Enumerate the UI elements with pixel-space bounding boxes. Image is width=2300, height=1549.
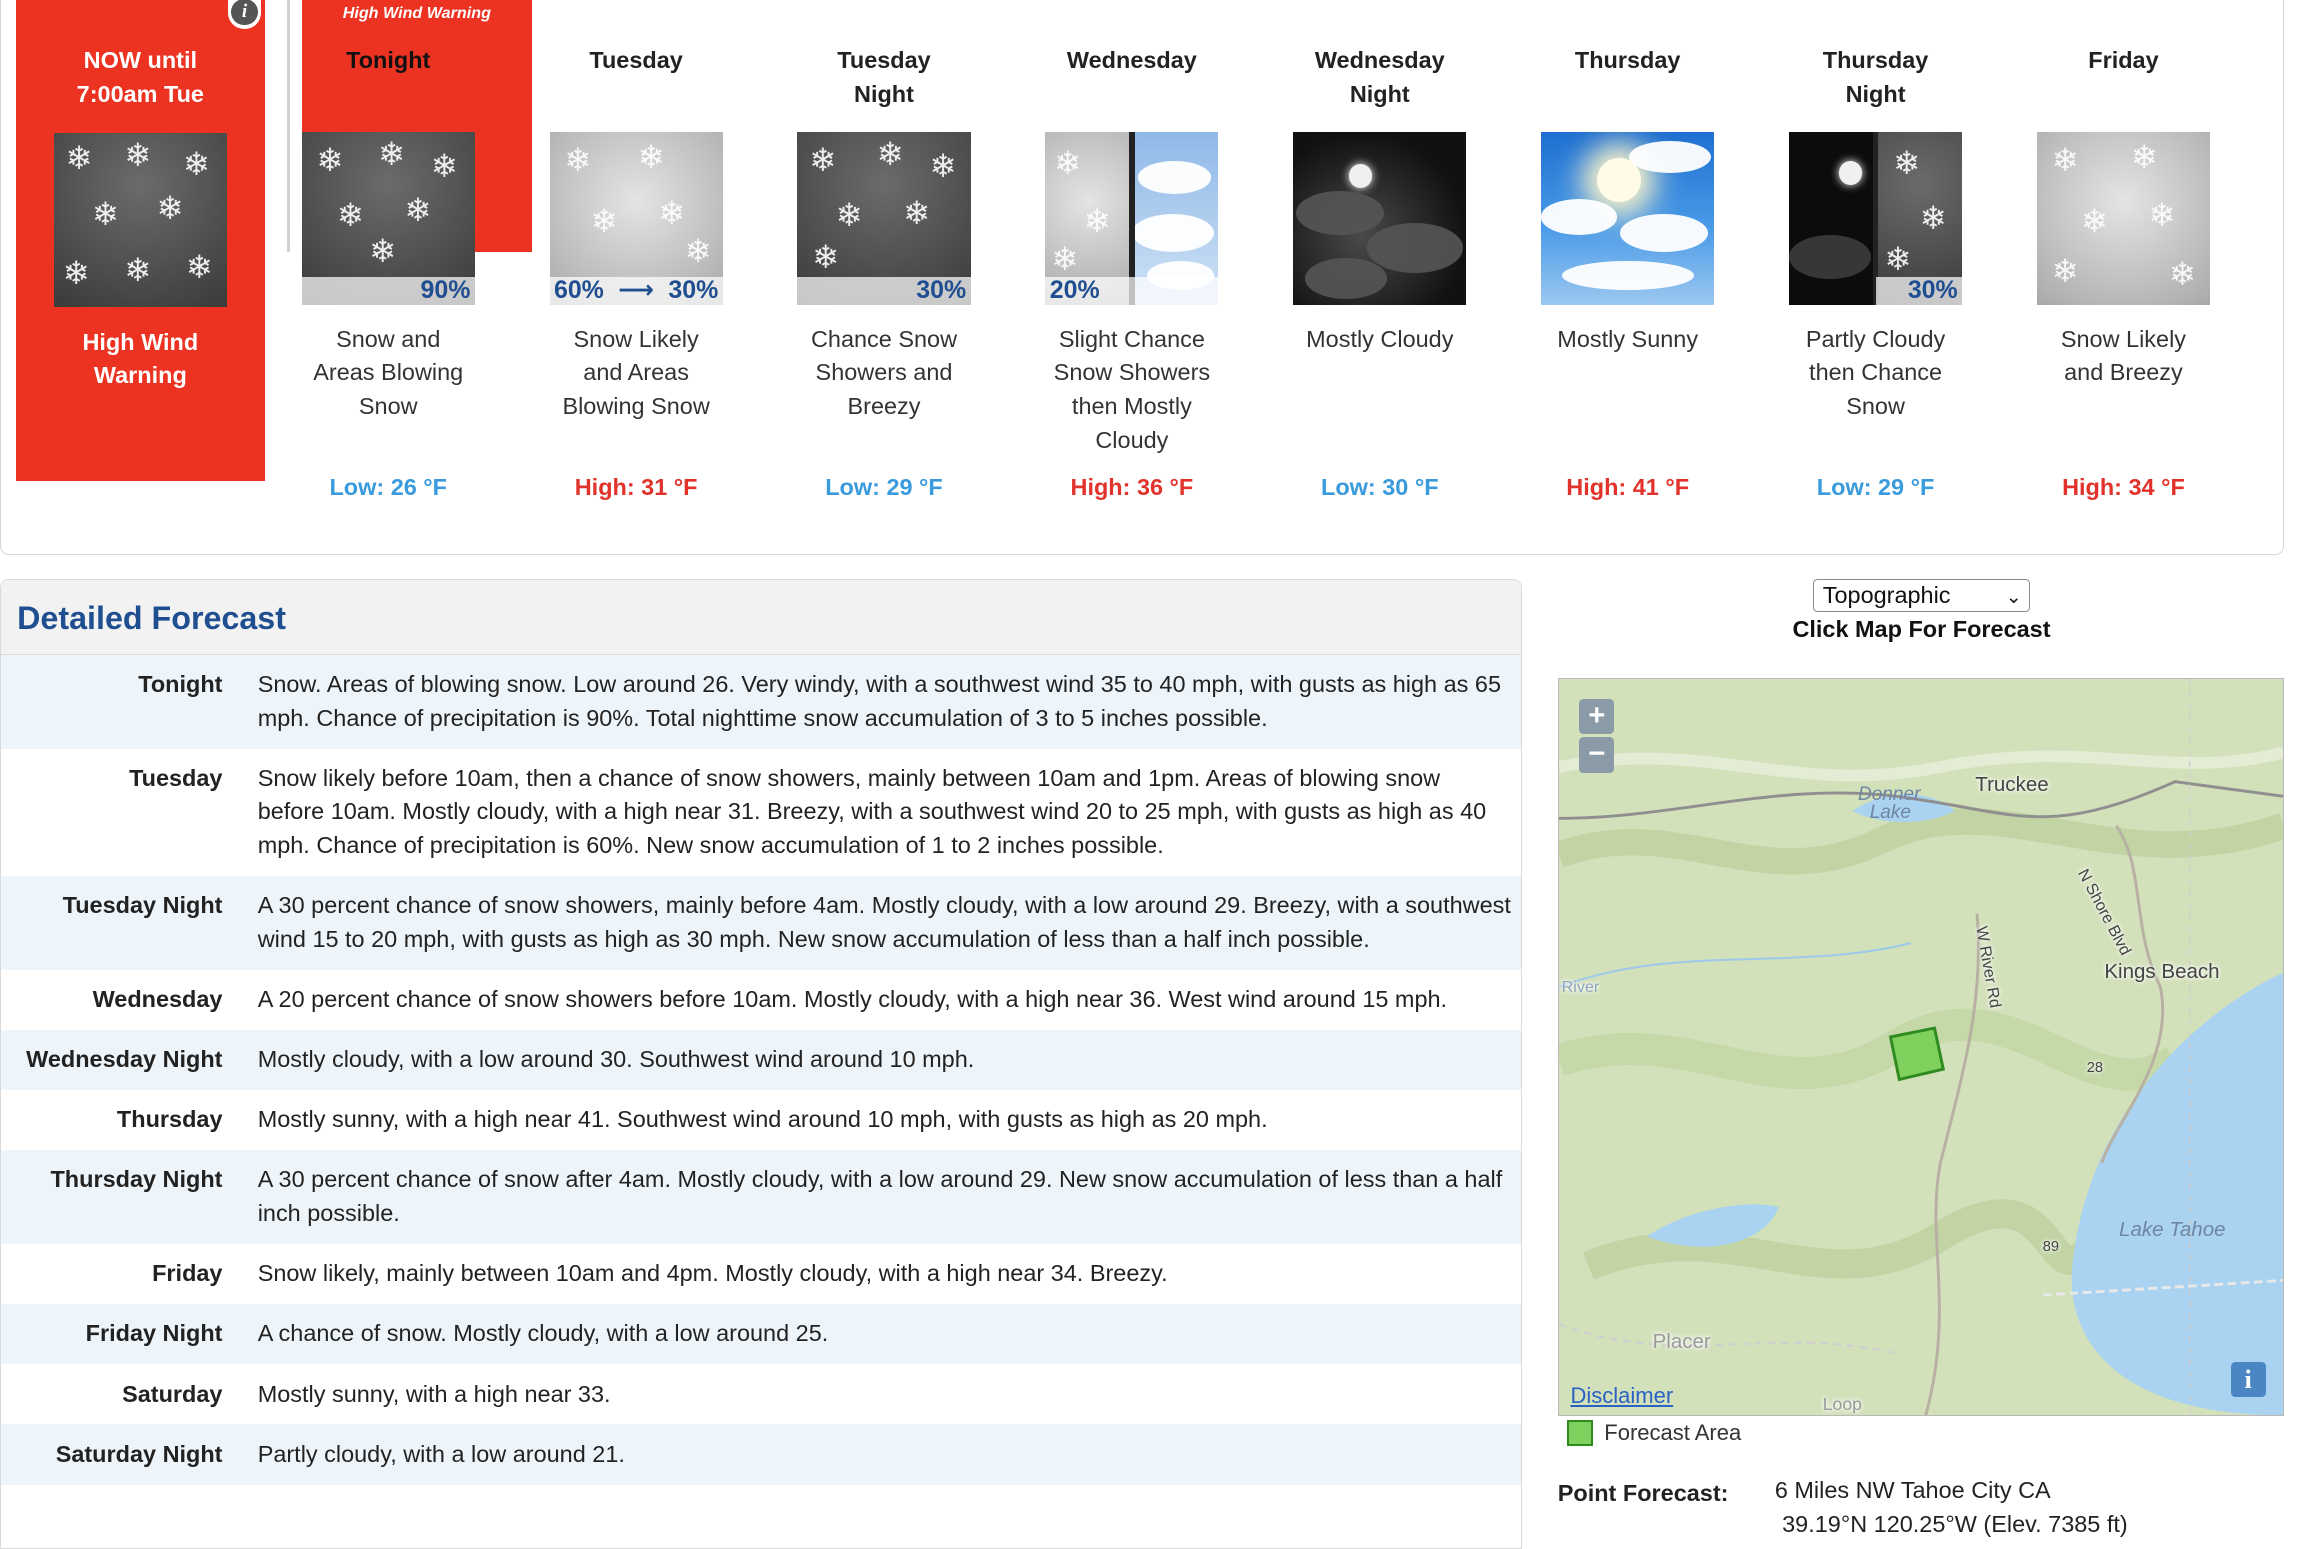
row-label: Saturday Night [55, 1440, 223, 1467]
short-line: Snow and [336, 325, 441, 352]
short-line: then Mostly [1071, 393, 1192, 420]
period-friday[interactable] [2006, 0, 2241, 501]
precip-chance: 90% [302, 277, 475, 305]
hazard-now-line1: NOW until [83, 47, 197, 73]
detailed-row-tonight [1, 655, 1521, 749]
night-then-snow-icon [1789, 132, 1962, 305]
row-label: Friday [152, 1260, 223, 1287]
map-label-hwy89: 89 [2042, 1238, 2060, 1255]
row-text: A 30 percent chance of snow after 4am. Mostly cloudy, with a low around 29. New snow accumulation of less than a half inch possible. [257, 1166, 1503, 1227]
forecast-area-marker[interactable] [1890, 1028, 1943, 1079]
precip-chance-to: 30% [668, 276, 719, 305]
legend-label: Forecast Area [1604, 1419, 1742, 1445]
period-short-forecast [2006, 323, 2241, 458]
period-tuesday[interactable] [519, 0, 754, 501]
row-text: A 30 percent chance of snow showers, mainly before 4am. Mostly cloudy, with a low around 29. Breezy, with a southwest wind 15 to 20 mph, with gusts as high as 30 mph. New snow accumulation of less than a half inch possible. [257, 892, 1511, 953]
detailed-forecast-panel [0, 579, 1522, 1549]
zoom-out-button[interactable]: − [1579, 737, 1614, 772]
row-text: Mostly cloudy, with a low around 30. Southwest wind around 10 mph. [257, 1046, 975, 1073]
period-short-forecast [519, 323, 754, 458]
short-line: then Chance [1809, 359, 1943, 386]
period-name [767, 44, 1002, 111]
detailed-forecast-rows [1, 655, 1521, 1485]
period-short-forecast [767, 323, 1002, 458]
detailed-row-thursday [1, 1090, 1521, 1150]
snow-icon: ❄ ❄ ❄ ❄ ❄ ❄ 90% [302, 132, 475, 305]
period-name-line1: Wednesday [1066, 47, 1197, 73]
detailed-row-wednesday-night [1, 1030, 1521, 1090]
period-name-line1: Thursday [1574, 47, 1681, 73]
map-terrain [1559, 679, 2284, 1415]
row-label: Tuesday [129, 764, 223, 791]
period-temp: Low: 26 °F [329, 473, 447, 500]
precip-chance-range [550, 277, 723, 305]
map-hint: Click Map For Forecast [1792, 616, 2051, 643]
hazard-now-line2: 7:00am Tue [76, 80, 204, 107]
period-name [271, 44, 506, 111]
period-temp: High: 31 °F [574, 473, 698, 500]
detailed-row-friday-night [1, 1304, 1521, 1364]
map-label-w-river-rd: W River Rd [1972, 925, 2005, 1010]
map-type-select[interactable] [1813, 579, 2030, 611]
period-name-line1: Wednesday [1314, 47, 1445, 73]
row-label: Thursday Night [50, 1166, 223, 1193]
precip-chance: 30% [797, 277, 970, 305]
point-forecast-coords: 39.19°N 120.25°W (Elev. 7385 ft) [1782, 1510, 2128, 1537]
period-thursday[interactable] [1510, 0, 1745, 501]
short-line: Cloudy [1095, 426, 1169, 453]
period-name-line1: Tonight [346, 47, 431, 73]
period-name-line1: Tuesday [837, 47, 931, 73]
map-label-donner: Donner [1857, 784, 1921, 806]
row-text: Partly cloudy, with a low around 21. [257, 1440, 625, 1467]
map-label-hwy28: 28 [2086, 1060, 2104, 1077]
map-label-donner-lake: Lake [1869, 801, 1911, 823]
row-label: Tonight [138, 670, 223, 697]
detailed-row-thursday-night [1, 1150, 1521, 1244]
short-line: Snow Showers [1053, 359, 1211, 386]
period-name-line2: Night [854, 80, 914, 107]
period-name-line1: Thursday [1822, 47, 1929, 73]
hazard-snow-icon: ❄ ❄ ❄ ❄ ❄ ❄ ❄ ❄ [54, 133, 227, 306]
period-temp: High: 34 °F [2062, 473, 2185, 500]
short-line: Partly Cloudy [1805, 325, 1946, 352]
period-name [2006, 44, 2241, 111]
short-line: Showers and [815, 359, 953, 386]
hazard-label-line1: High Wind [82, 328, 199, 355]
short-line: Breezy [847, 393, 921, 420]
period-name [1758, 44, 1993, 111]
short-line: Snow [358, 393, 418, 420]
period-temp: Low: 30 °F [1321, 473, 1439, 500]
period-temp: High: 36 °F [1070, 473, 1194, 500]
row-label: Wednesday [92, 986, 223, 1013]
detailed-row-friday [1, 1244, 1521, 1304]
period-tonight[interactable] [271, 0, 506, 501]
hazard-box[interactable] [16, 0, 265, 481]
period-short-forecast [1015, 323, 1250, 458]
map-label-lake-tahoe: Lake Tahoe [2119, 1218, 2226, 1242]
snow-icon: ❄ ❄ ❄ ❄ ❄ ❄ [2037, 132, 2210, 305]
short-line: Mostly Sunny [1557, 325, 1699, 352]
disclaimer-link[interactable]: Disclaimer [1570, 1383, 1674, 1409]
detailed-row-tuesday-night [1, 876, 1521, 970]
precip-chance-from: 60% [553, 276, 604, 305]
short-line: Snow [1846, 393, 1905, 420]
detailed-row-wednesday [1, 970, 1521, 1030]
map-info-button[interactable]: i [2231, 1362, 2266, 1397]
row-text: Snow. Areas of blowing snow. Low around 26. Very windy, with a southwest wind 35 to 40 mph, with gusts as high as 65 mph. Chance of precipitation is 90%. Total nighttime snow accumulation of 3 to 5 inches possible. [257, 670, 1501, 731]
seven-day-forecast [0, 0, 2284, 555]
short-line: Slight Chance [1058, 325, 1205, 352]
snow-half: ❄ ❄ ❄ [1045, 132, 1132, 305]
chevron-down-icon: ⌄ [2005, 587, 2022, 609]
detailed-row-saturday [1, 1364, 1521, 1424]
map-legend [1567, 1420, 1742, 1446]
row-text: Snow likely before 10am, then a chance of snow showers, mainly between 10am and 1pm. Areas of blowing snow before 10am. Mostly cloudy, with a high near 31. Breezy, with a southwest wind 20 to 25 mph, with gusts as high as 40 mph. Chance of precipitation is 60%. New snow accumulation of 1 to 2 inches possible. [257, 764, 1487, 859]
period-wednesday-night[interactable] [1262, 0, 1497, 501]
map-label-loop: Loop [1822, 1394, 1862, 1415]
period-name [519, 44, 754, 111]
hazard-now [16, 44, 265, 111]
period-temp: High: 41 °F [1566, 473, 1690, 500]
row-text: A 20 percent chance of snow showers before 10am. Mostly cloudy, with a high near 36. West wind around 15 mph. [257, 986, 1448, 1013]
period-thursday-night[interactable] [1758, 0, 1993, 501]
row-text: Mostly sunny, with a high near 41. Southwest wind around 10 mph, with gusts as high as 20 mph. [257, 1106, 1268, 1133]
map-label-truckee: Truckee [1975, 772, 2049, 796]
row-label: Saturday [122, 1380, 223, 1407]
short-line: Snow Likely [573, 325, 699, 352]
hazard-label-line2: Warning [93, 362, 187, 389]
period-short-forecast [1510, 323, 1745, 458]
high-wind-warning-text: High Wind Warning [342, 4, 491, 22]
map-label-n-shore-blvd: N Shore Blvd [2073, 866, 2135, 959]
map-label-placer: Placer [1652, 1329, 1711, 1353]
short-line: Blowing Snow [562, 393, 710, 420]
period-temp: Low: 29 °F [1816, 473, 1935, 500]
detailed-row-saturday-night [1, 1424, 1521, 1484]
snow-then-cloudy-icon [1045, 132, 1218, 305]
short-line: Mostly Cloudy [1306, 325, 1454, 352]
period-short-forecast [1262, 323, 1497, 458]
short-line: and Areas [583, 359, 689, 386]
point-forecast-location: 6 Miles NW Tahoe City CA [1774, 1477, 2051, 1504]
map-type-value: Topographic [1822, 582, 1951, 609]
night-cloudy-icon [1293, 132, 1466, 305]
row-label: Thursday [116, 1106, 223, 1133]
period-name-line2: Night [1845, 80, 1906, 107]
row-label: Friday Night [85, 1320, 223, 1347]
forecast-area-swatch [1567, 1420, 1593, 1446]
row-label: Wednesday Night [26, 1046, 223, 1073]
period-short-forecast [1758, 323, 1993, 458]
snow-icon: ❄ ❄ ❄ ❄ ❄ ❄ 30% [797, 132, 970, 305]
detailed-forecast-title: Detailed Forecast [1, 580, 1521, 654]
short-line: Snow Likely [2060, 325, 2187, 352]
short-line: and Breezy [2064, 359, 2183, 386]
snow-icon: ❄ ❄ ❄ ❄ ❄ 60% ⟶ 30% [550, 132, 723, 305]
hazard-label [16, 326, 265, 393]
row-text: A chance of snow. Mostly cloudy, with a low around 25. [257, 1320, 829, 1347]
short-line: Chance Snow [810, 325, 958, 352]
map-label-kings-beach: Kings Beach [2104, 960, 2220, 984]
precip-chance: 20% [1045, 277, 1218, 305]
period-short-forecast [271, 323, 506, 458]
snow-half: ❄ ❄ ❄ [1876, 132, 1963, 305]
period-name-line1: Friday [2088, 47, 2159, 73]
row-text: Snow likely, mainly between 10am and 4pm. Mostly cloudy, with a high near 34. Breezy. [257, 1260, 1168, 1287]
period-tuesday-night[interactable] [767, 0, 1002, 501]
map-label-river: River [1561, 977, 1600, 996]
period-name [1262, 44, 1497, 111]
short-line: Areas Blowing [313, 359, 464, 386]
period-name-line2: Night [1349, 80, 1410, 107]
sunny-icon [1541, 132, 1714, 305]
arrow-right-icon: ⟶ [618, 276, 654, 305]
precip-chance: 30% [1876, 277, 1963, 305]
period-temp: Low: 29 °F [825, 473, 943, 500]
info-icon-glyph: i [231, 0, 257, 25]
period-name-line1: Tuesday [589, 47, 683, 73]
period-name [1015, 44, 1250, 111]
zoom-in-button[interactable]: + [1579, 699, 1614, 734]
night-half [1789, 132, 1876, 305]
detailed-row-tuesday [1, 749, 1521, 877]
row-text: Mostly sunny, with a high near 33. [257, 1380, 611, 1407]
period-name [1510, 44, 1745, 111]
period-wednesday[interactable] [1015, 0, 1250, 501]
point-forecast-label: Point Forecast: [1557, 1479, 1729, 1506]
forecast-map[interactable] [1558, 678, 2285, 1416]
row-label: Tuesday Night [62, 892, 223, 919]
